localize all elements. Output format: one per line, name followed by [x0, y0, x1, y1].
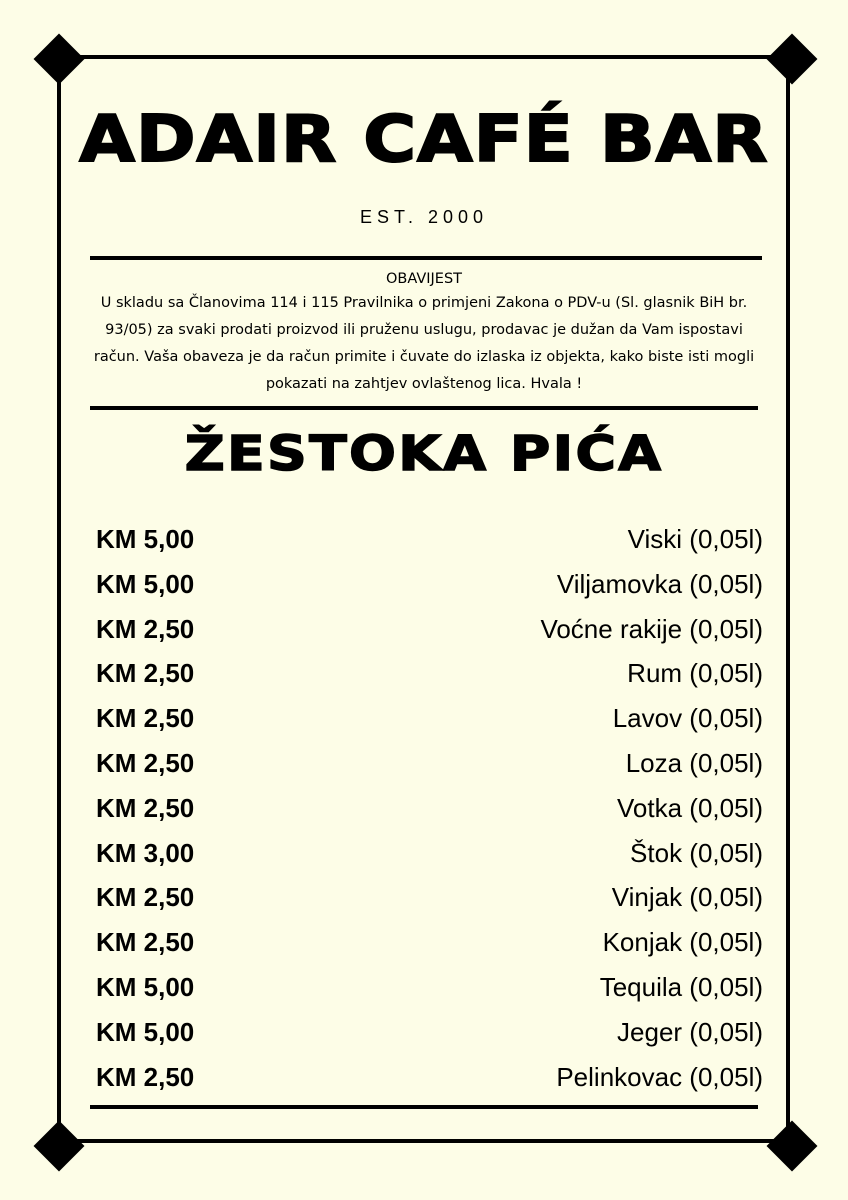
item-price: KM 2,50	[96, 927, 195, 958]
list-item	[96, 961, 763, 1006]
list-item	[96, 1051, 763, 1096]
item-price: KM 5,00	[96, 971, 195, 1002]
item-name: Rum (0,05l)	[627, 658, 763, 689]
item-price: KM 2,50	[96, 1061, 195, 1092]
list-item	[96, 692, 763, 737]
item-name: Tequila (0,05l)	[599, 971, 763, 1002]
item-price: KM 2,50	[96, 613, 195, 644]
divider-bottom	[90, 1105, 758, 1109]
list-item	[96, 916, 763, 961]
item-name: Loza (0,05l)	[625, 747, 763, 778]
item-name: Štok (0,05l)	[630, 837, 763, 868]
list-item	[96, 647, 763, 692]
notice-block	[85, 268, 763, 398]
item-price: KM 2,50	[96, 792, 195, 823]
item-price: KM 2,50	[96, 747, 195, 778]
item-price: KM 5,00	[96, 1016, 195, 1047]
section-title: ŽESTOKA PIĆA	[184, 426, 664, 482]
list-item	[96, 558, 763, 603]
list-item	[96, 737, 763, 782]
item-name: Vinjak (0,05l)	[611, 882, 763, 913]
list-item	[96, 513, 763, 558]
item-name: Viljamovka (0,05l)	[556, 568, 763, 599]
price-list	[96, 513, 763, 1095]
item-price: KM 2,50	[96, 658, 195, 689]
item-price: KM 2,50	[96, 703, 195, 734]
list-item	[96, 871, 763, 916]
item-price: KM 5,00	[96, 568, 195, 599]
item-name: Pelinkovac (0,05l)	[556, 1061, 763, 1092]
item-price: KM 3,00	[96, 837, 195, 868]
item-name: Konjak (0,05l)	[602, 927, 763, 958]
list-item	[96, 1006, 763, 1051]
item-name: Voćne rakije (0,05l)	[540, 613, 763, 644]
item-price: KM 5,00	[96, 524, 195, 554]
divider-top	[90, 256, 762, 260]
item-price: KM 2,50	[96, 882, 195, 913]
established-label: EST. 2000	[359, 207, 489, 227]
notice-title: OBAVIJEST	[385, 271, 463, 287]
item-name: Votka (0,05l)	[617, 792, 763, 823]
list-item	[96, 603, 763, 648]
item-name: Jeger (0,05l)	[617, 1016, 763, 1047]
item-name: Lavov (0,05l)	[612, 703, 763, 734]
list-item	[96, 827, 763, 872]
divider-middle	[90, 406, 758, 410]
item-name: Viski (0,05l)	[627, 524, 763, 554]
list-item	[96, 782, 763, 827]
page-title: ADAIR CAFÉ BAR	[79, 103, 769, 177]
notice-body: U skladu sa Članovima 114 i 115 Pravilnika o primjeni Zakona o PDV-u (Sl. glasnik BiH br. 93/05) za svaki prodati proizvod ili pruženu uslugu, prodavac je dužan da Vam ispostavi račun. Vaša obaveza je da račun primite i čuvate do izlaska iz objekta, kako biste isti mogli pokazati na zahtjev ovlaštenog lica. Hvala !	[93, 295, 755, 392]
